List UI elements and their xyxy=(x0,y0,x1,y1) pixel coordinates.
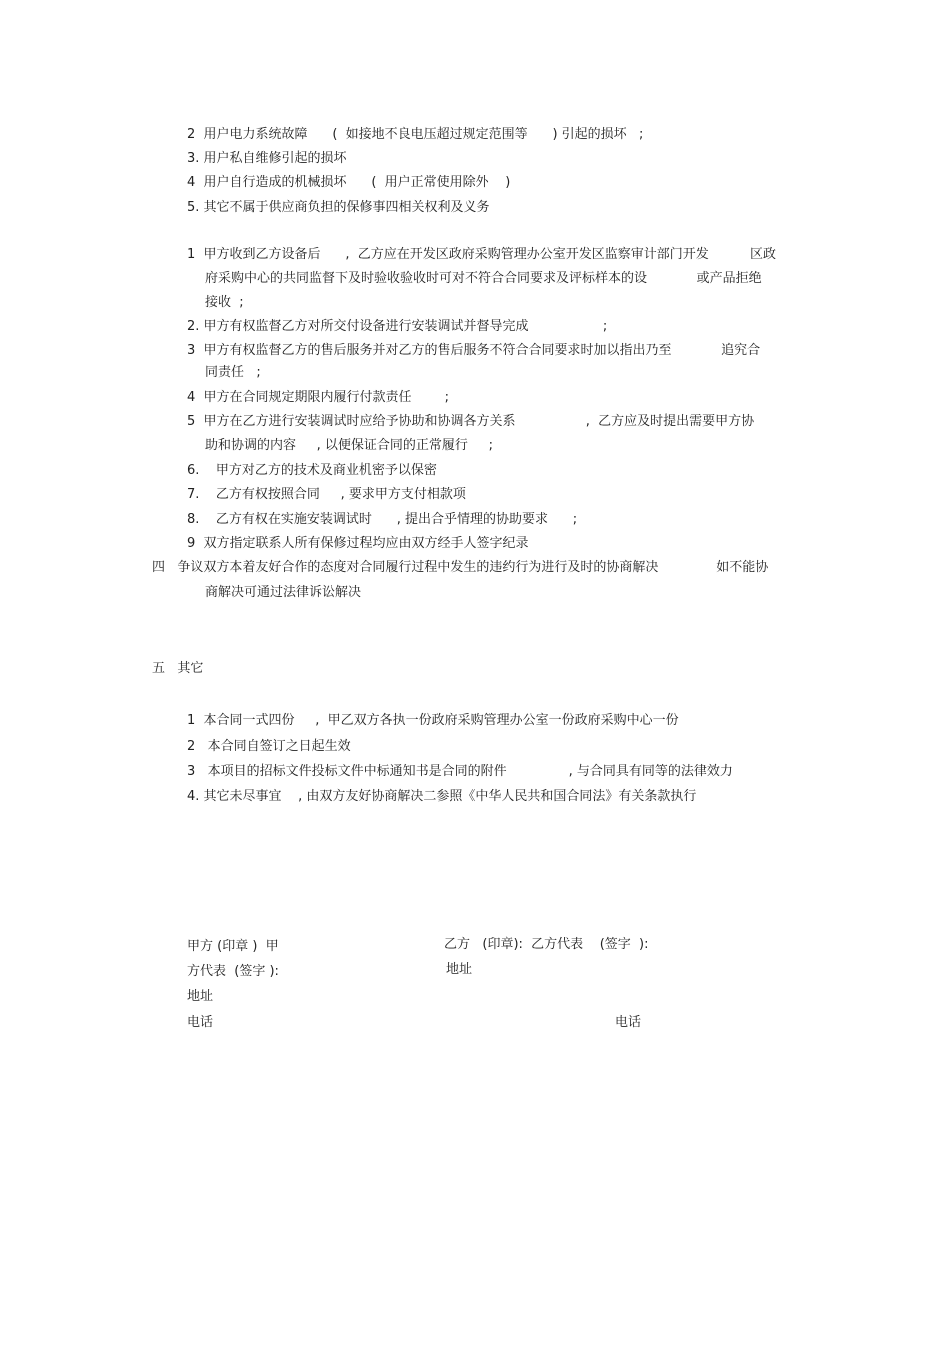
list-item: 4 用户自行造成的机械损坏 ( 用户正常使用除外 ) xyxy=(187,175,511,190)
list-item: 2. 甲方有权监督乙方对所交付设备进行安装调试并督导完成 ; xyxy=(187,319,608,334)
list-item: 5 甲方在乙方进行安装调试时应给予协助和协调各方关系 , 乙方应及时提出需要甲方协 xyxy=(187,414,755,429)
list-item: 1 甲方收到乙方设备后 , 乙方应在开发区政府采购管理办公室开发区监察审计部门开发 区政 xyxy=(187,247,777,262)
list-item: 6. 甲方对乙方的技术及商业机密予以保密 xyxy=(187,463,437,478)
list-item: 4 甲方在合同规定期限内履行付款责任 ; xyxy=(187,390,449,405)
list-item: 4. 其它未尽事宜 , 由双方友好协商解决二参照《中华人民共和国合同法》有关条款执行 xyxy=(187,789,697,804)
list-item: 2 本合同自签订之日起生效 xyxy=(187,739,351,754)
list-item: 5. 其它不属于供应商负担的保修事四相关权利及义务 xyxy=(187,200,490,215)
list-item-continuation: 助和协调的内容 , 以便保证合同的正常履行 ; xyxy=(205,438,493,453)
list-item: 3. 用户私自维修引起的损坏 xyxy=(187,151,347,166)
list-item: 9 双方指定联系人所有保修过程均应由双方经手人签字纪录 xyxy=(187,536,529,551)
list-item: 3 甲方有权监督乙方的售后服务并对乙方的售后服务不符合合同要求时加以指出乃至 追究合 xyxy=(187,343,761,358)
section-four-text: 四 争议双方本着友好合作的态度对合同履行过程中发生的违约行为进行及时的协商解决 如不能协 xyxy=(152,560,769,575)
section-five-heading: 五 其它 xyxy=(152,661,204,676)
list-item: 3 本项目的招标文件投标文件中标通知书是合同的附件 , 与合同具有同等的法律效力 xyxy=(187,764,733,779)
list-item: 1 本合同一式四份 , 甲乙双方各执一份政府采购管理办公室一份政府采购中心一份 xyxy=(187,713,679,728)
party-a-representative-label: 方代表 (签字 ): xyxy=(187,964,279,979)
list-item-continuation: 同责任 ; xyxy=(205,365,261,380)
party-a-seal-label: 甲方 (印章 ) 甲 xyxy=(187,939,279,954)
party-a-address-label: 地址 xyxy=(187,989,214,1004)
list-item-continuation: 府采购中心的共同监督下及时验收验收时可对不符合合同要求及评标样本的设 或产品拒绝 xyxy=(205,271,762,286)
list-item-continuation: 接收 ; xyxy=(205,295,244,310)
list-item: 7. 乙方有权按照合同 , 要求甲方支付相款项 xyxy=(187,487,466,502)
party-b-address-label: 地址 xyxy=(446,962,473,977)
section-four-text-continuation: 商解决可通过法律诉讼解决 xyxy=(205,585,362,600)
party-b-seal-label: 乙方 (印章): 乙方代表 (签字 ): xyxy=(444,937,649,952)
list-item: 8. 乙方有权在实施安装调试时 , 提出合乎情理的协助要求 ; xyxy=(187,512,578,527)
list-item: 2 用户电力系统故障 ( 如接地不良电压超过规定范围等 ) 引起的损坏 ; xyxy=(187,127,644,142)
party-a-phone-label: 电话 xyxy=(187,1015,214,1030)
party-b-phone-label: 电话 xyxy=(615,1015,642,1030)
